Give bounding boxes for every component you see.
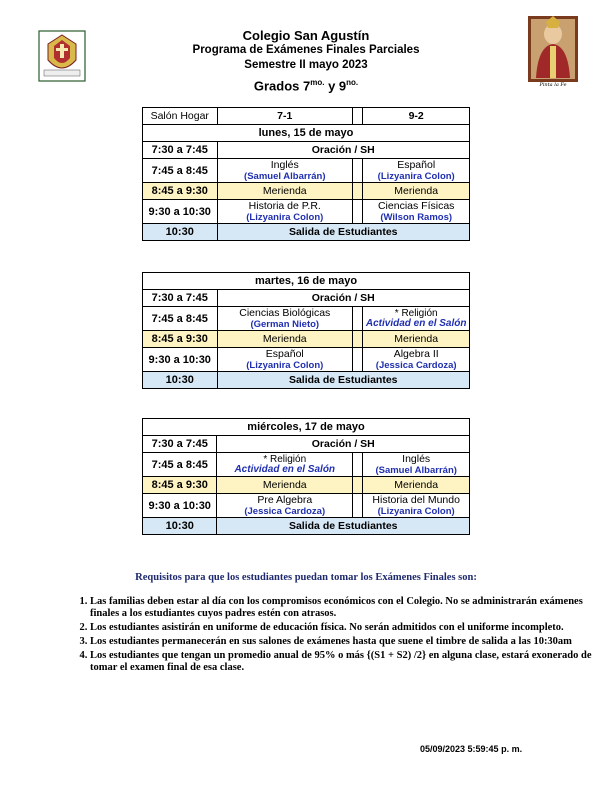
exam-cell: Español (Lizyanira Colon) <box>217 348 353 372</box>
exit-cell: Salida de Estudiantes <box>217 518 470 535</box>
break-cell: Merienda <box>217 331 353 348</box>
exam-cell: Ciencias Físicas (Wilson Ramos) <box>363 200 470 224</box>
exam-cell: * Religión Actividad en el Salón <box>217 453 353 477</box>
break-cell: Merienda <box>217 183 353 200</box>
day-date: martes, 16 de mayo <box>143 273 470 290</box>
time-slot: 9:30 a 10:30 <box>143 348 218 372</box>
requirement-item: 2. Los estudiantes asistirán en uniforme de educación física. No serán admitidos con el uniforme incompleto. <box>90 622 602 634</box>
semester-title: Semestre II mayo 2023 <box>244 59 368 71</box>
exam-cell: * Religión Actividad en el Salón <box>363 307 470 331</box>
exam-cell: Historia del Mundo (Lizyanira Colon) <box>363 494 470 518</box>
break-cell: Merienda <box>363 183 470 200</box>
time-slot: 10:30 <box>143 372 218 389</box>
exam-cell: Historia de P.R. (Lizyanira Colon) <box>217 200 353 224</box>
oracion-cell: Oración / SH <box>217 290 470 307</box>
saint-portrait <box>528 16 578 86</box>
requirements-title: Requisitos para que los estudiantes puedan tomar los Exámenes Finales son: <box>135 572 477 583</box>
requirement-item: 4. Los estudiantes que tengan un promedio anual de 95% o más {(S1 + S2) /2} en alguna clase, estará exonerado de tomar el examen final de esa clase. <box>90 650 602 674</box>
day-date: lunes, 15 de mayo <box>143 125 470 142</box>
day-date: miércoles, 17 de mayo <box>143 419 470 436</box>
time-slot: 8:45 a 9:30 <box>143 183 218 200</box>
oracion-cell: Oración / SH <box>217 436 470 453</box>
time-slot: 8:45 a 9:30 <box>143 331 218 348</box>
exam-cell: Inglés (Samuel Albarrán) <box>363 453 470 477</box>
exam-cell: Pre Algebra (Jessica Cardoza) <box>217 494 353 518</box>
homeroom-col-a: 7-1 <box>217 108 353 125</box>
time-slot: 10:30 <box>143 224 218 241</box>
break-cell: Merienda <box>363 477 470 494</box>
break-cell: Merienda <box>217 477 353 494</box>
time-slot: 9:30 a 10:30 <box>143 494 217 518</box>
time-slot: 7:45 a 8:45 <box>143 159 218 183</box>
grades-title: Grados $7^{mo.}$ y $9^{no.}$ <box>253 78 359 94</box>
homeroom-col-b: 9-2 <box>363 108 470 125</box>
break-cell: Merienda <box>363 331 470 348</box>
time-slot: 7:45 a 8:45 <box>143 307 218 331</box>
exam-cell: Español (Lizyanira Colon) <box>363 159 470 183</box>
exam-cell: Inglés (Samuel Albarrán) <box>217 159 353 183</box>
portrait-caption: Pinta la Fe <box>539 82 567 88</box>
exam-cell: Algebra II (Jessica Cardoza) <box>363 348 470 372</box>
saint-portrait-icon <box>528 16 578 82</box>
document-header <box>0 28 612 93</box>
schedule-table-day-2 <box>142 272 470 389</box>
schedule-table-day-3 <box>142 418 470 535</box>
exam-cell: Ciencias Biológicas (German Nieto) <box>217 307 353 331</box>
school-name: Colegio San Agustín <box>242 28 370 43</box>
requirement-item: 1. Las familias deben estar al día con los compromisos económicos con el Colegio. No se administrarán exámenes finales a los estudiantes cuyos padres estén con atrasos. <box>90 596 602 620</box>
time-slot: 10:30 <box>143 518 217 535</box>
oracion-cell: Oración / SH <box>217 142 470 159</box>
time-slot: 7:30 a 7:45 <box>143 142 218 159</box>
time-slot: 7:30 a 7:45 <box>143 290 218 307</box>
exit-cell: Salida de Estudiantes <box>217 224 470 241</box>
requirements-list <box>70 596 602 676</box>
program-title: Programa de Exámenes Finales Parciales <box>192 44 420 56</box>
time-slot: 9:30 a 10:30 <box>143 200 218 224</box>
time-slot: 8:45 a 9:30 <box>143 477 217 494</box>
print-timestamp: 05/09/2023 5:59:45 p. m. <box>420 744 523 754</box>
schedule-table-day-1 <box>142 107 470 241</box>
time-slot: 7:30 a 7:45 <box>143 436 217 453</box>
exit-cell: Salida de Estudiantes <box>217 372 470 389</box>
homeroom-label: Salón Hogar <box>143 108 218 125</box>
requirement-item: 3. Los estudiantes permanecerán en sus salones de exámenes hasta que suene el timbre de salida a las 10:30am <box>90 636 602 648</box>
homeroom-row <box>143 108 470 125</box>
time-slot: 7:45 a 8:45 <box>143 453 217 477</box>
